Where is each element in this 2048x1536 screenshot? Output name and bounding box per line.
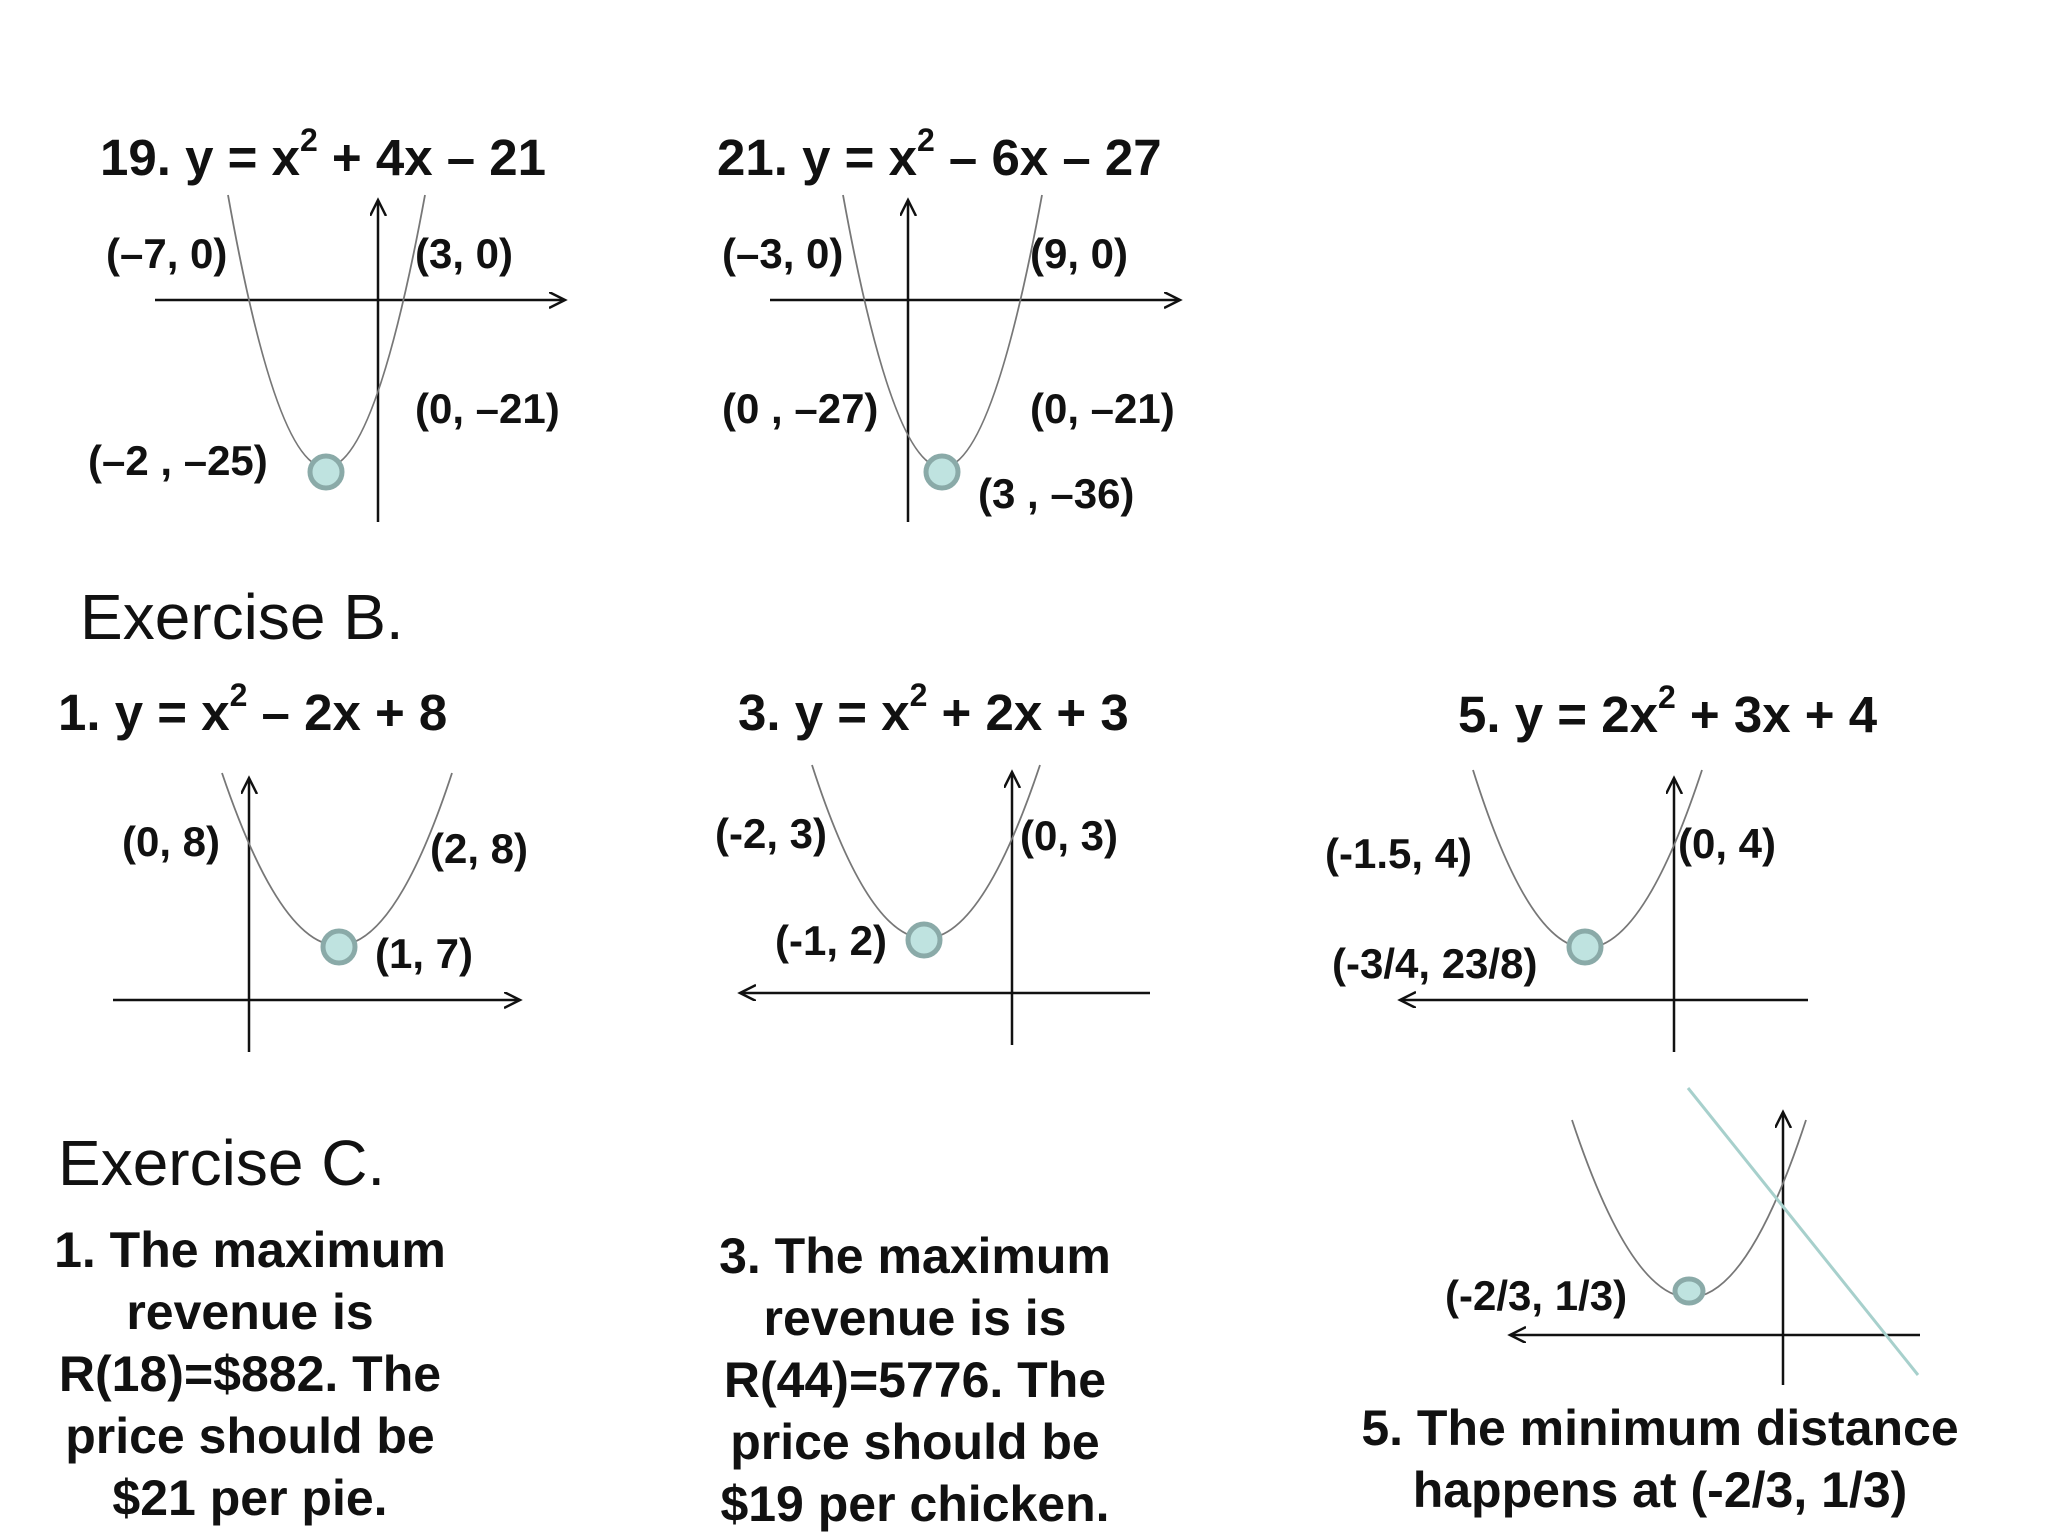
label-root-right: (3, 0) bbox=[415, 230, 514, 277]
parabola bbox=[1473, 770, 1702, 948]
equation-b5: 5. $y = 2x^2 + 3x + 4$ bbox=[1458, 679, 1878, 743]
exercise-b-title: Exercise B. bbox=[80, 581, 404, 653]
label-vertex: (1, 7) bbox=[375, 930, 474, 977]
vertex-point bbox=[1569, 931, 1601, 963]
answer-line: $21 per pie. bbox=[112, 1470, 388, 1526]
parabola bbox=[228, 195, 425, 468]
answer-c3 bbox=[690, 1225, 1140, 1535]
vertex-point bbox=[323, 931, 355, 963]
vertex-point bbox=[908, 924, 940, 956]
label-right: (2, 8) bbox=[430, 825, 529, 872]
graph-b5 bbox=[1400, 770, 1808, 1052]
label-right: (0, 3) bbox=[1020, 812, 1119, 859]
vertex-point bbox=[1675, 1279, 1703, 1303]
label-vertex: (-3/4, 23/8) bbox=[1332, 940, 1538, 987]
answer-line: 5. The minimum distance bbox=[1361, 1400, 1959, 1456]
label-left: (-2, 3) bbox=[715, 810, 828, 857]
label-left: (-1.5, 4) bbox=[1325, 830, 1473, 877]
label-extra: (0, –21) bbox=[1030, 385, 1175, 432]
vertex-point bbox=[310, 456, 342, 488]
answer-c5 bbox=[1320, 1397, 2000, 1521]
label-root-right: (9, 0) bbox=[1030, 230, 1129, 277]
answer-line: revenue is bbox=[126, 1284, 374, 1340]
label-y-intercept: (0, –21) bbox=[415, 385, 560, 432]
answer-c1 bbox=[30, 1219, 470, 1529]
label-left: (0, 8) bbox=[122, 818, 221, 865]
answer-line: 3. The maximum bbox=[719, 1228, 1111, 1284]
graph-c5 bbox=[1510, 1088, 1920, 1385]
graph-b1 bbox=[113, 773, 520, 1052]
label-vertex: (–2 , –25) bbox=[88, 437, 268, 484]
answer-line: 1. The maximum bbox=[54, 1222, 446, 1278]
label-c5-vertex: (-2/3, 1/3) bbox=[1445, 1272, 1628, 1319]
answer-line: $19 per chicken. bbox=[720, 1476, 1110, 1532]
label-root-left: (–3, 0) bbox=[722, 230, 844, 277]
equation-19: 19. $y = x^2 + 4x - 21$ bbox=[100, 122, 547, 186]
answer-line: R(18)=$882. The bbox=[58, 1346, 442, 1402]
vertex-point bbox=[926, 456, 958, 488]
answer-line: price should be bbox=[65, 1408, 435, 1464]
label-y-intercept: (0 , –27) bbox=[722, 385, 879, 432]
parabola bbox=[812, 765, 1040, 939]
parabola bbox=[1572, 1120, 1806, 1298]
exercise-c-title: Exercise C. bbox=[58, 1127, 386, 1199]
label-vertex: (3 , –36) bbox=[978, 470, 1135, 517]
answer-line: price should be bbox=[730, 1414, 1100, 1470]
label-right: (0, 4) bbox=[1678, 820, 1777, 867]
label-root-left: (–7, 0) bbox=[106, 230, 228, 277]
answer-line: R(44)=5776. The bbox=[723, 1352, 1107, 1408]
graph-b3 bbox=[740, 765, 1150, 1045]
equation-b3: 3. $y = x^2 + 2x + 3$ bbox=[738, 677, 1129, 741]
equation-21: 21. $y = x^2 - 6x - 27$ bbox=[717, 122, 1162, 186]
label-vertex: (-1, 2) bbox=[775, 917, 888, 964]
answer-line: revenue is is bbox=[763, 1290, 1067, 1346]
equation-b1: 1. $y = x^2 - 2x + 8$ bbox=[58, 677, 448, 741]
answer-line: happens at (-2/3, 1/3) bbox=[1412, 1462, 1908, 1518]
parabola bbox=[222, 773, 452, 946]
